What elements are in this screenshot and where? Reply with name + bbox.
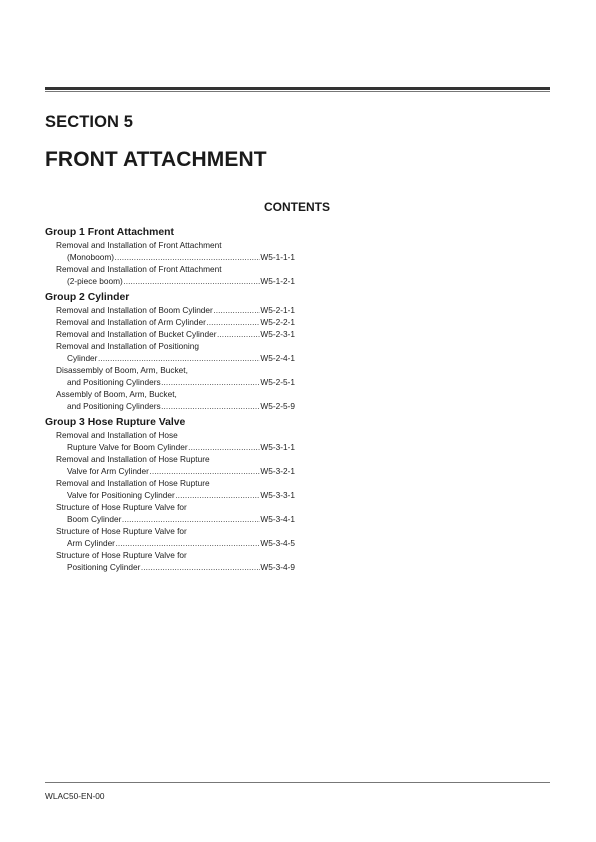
page-title: FRONT ATTACHMENT (45, 148, 267, 171)
toc-entry-text-continued: and Positioning Cylinders (67, 377, 161, 387)
toc-entry-text: Structure of Hose Rupture Valve for (56, 502, 187, 512)
toc-entry-text: Removal and Installation of Hose (56, 430, 178, 440)
toc-entry-text-continued: Rupture Valve for Boom Cylinder (67, 442, 188, 452)
toc-entry[interactable] (45, 304, 295, 316)
toc-entry-text: Structure of Hose Rupture Valve for (56, 550, 187, 560)
toc-entry-text-continued: and Positioning Cylinders (67, 401, 161, 411)
toc-entry[interactable] (45, 328, 295, 340)
toc-entry[interactable] (45, 501, 295, 525)
dot-leader (161, 376, 260, 388)
dot-leader (149, 465, 260, 477)
header-rule-thick (45, 87, 550, 90)
dot-leader (115, 251, 260, 263)
toc-entry[interactable] (45, 429, 295, 453)
toc-entry-text: Removal and Installation of Arm Cylinder (56, 317, 206, 327)
toc-entry-text-continued: Cylinder (67, 353, 98, 363)
toc-page-number: W5-2-4-1 (260, 353, 295, 363)
toc-entry[interactable] (45, 239, 295, 263)
toc-entry-text: Assembly of Boom, Arm, Bucket, (56, 389, 177, 399)
toc-entry[interactable] (45, 549, 295, 573)
document-code: WLAC50-EN-00 (45, 791, 105, 801)
toc-page-number: W5-2-5-1 (260, 377, 295, 387)
toc-page-number: W5-2-3-1 (260, 329, 295, 339)
toc-group (45, 291, 295, 412)
toc-entry-text: Removal and Installation of Bucket Cylinder (56, 329, 217, 339)
toc-entry-text: Removal and Installation of Boom Cylinder (56, 305, 213, 315)
dot-leader (213, 304, 260, 316)
toc-group-title: Group 1 Front Attachment (45, 227, 174, 238)
toc-entry-text: Removal and Installation of Hose Rupture (56, 454, 210, 464)
toc-page-number: W5-1-1-1 (260, 252, 295, 262)
toc-page-number: W5-2-2-1 (260, 317, 295, 327)
toc-entry-text-continued: Valve for Arm Cylinder (67, 466, 149, 476)
toc-group-title: Group 3 Hose Rupture Valve (45, 417, 186, 428)
toc-page-number: W5-2-5-9 (260, 401, 295, 411)
toc-entry-text: Disassembly of Boom, Arm, Bucket, (56, 365, 188, 375)
toc-page-number: W5-1-2-1 (260, 276, 295, 286)
toc-entry-text: Removal and Installation of Front Attachment (56, 240, 222, 250)
toc-page-number: W5-2-1-1 (260, 305, 295, 315)
toc-entry[interactable] (45, 477, 295, 501)
toc-page-number: W5-3-4-5 (260, 538, 295, 548)
header-rule-thin (45, 91, 550, 92)
toc-entry[interactable] (45, 388, 295, 412)
toc-entry[interactable] (45, 340, 295, 364)
toc-entry-text-continued: (Monoboom) (67, 252, 115, 262)
toc-page-number: W5-3-2-1 (260, 466, 295, 476)
section-label: SECTION 5 (45, 113, 134, 131)
dot-leader (161, 400, 260, 412)
toc-entry-text: Structure of Hose Rupture Valve for (56, 526, 187, 536)
toc-group (45, 226, 295, 287)
toc-entry-text-continued: Valve for Positioning Cylinder (67, 490, 175, 500)
toc-page-number: W5-3-1-1 (260, 442, 295, 452)
toc-entry-text-continued: (2-piece boom) (67, 276, 123, 286)
table-of-contents (45, 226, 295, 573)
toc-group (45, 416, 295, 573)
toc-entry-text-continued: Positioning Cylinder (67, 562, 141, 572)
toc-page-number: W5-3-4-9 (260, 562, 295, 572)
toc-page-number: W5-3-3-1 (260, 490, 295, 500)
toc-entry[interactable] (45, 263, 295, 287)
dot-leader (206, 316, 260, 328)
toc-entry-text: Removal and Installation of Positioning (56, 341, 199, 351)
toc-entry[interactable] (45, 316, 295, 328)
toc-entry[interactable] (45, 453, 295, 477)
contents-heading: CONTENTS (264, 200, 330, 214)
footer-rule (45, 782, 550, 783)
dot-leader (115, 537, 259, 549)
toc-entry-text-continued: Arm Cylinder (67, 538, 115, 548)
toc-page-number: W5-3-4-1 (260, 514, 295, 524)
toc-group-title: Group 2 Cylinder (45, 292, 130, 303)
toc-entry-text: Removal and Installation of Front Attachment (56, 264, 222, 274)
toc-entry-text-continued: Boom Cylinder (67, 514, 122, 524)
toc-entry[interactable] (45, 525, 295, 549)
dot-leader (217, 328, 260, 340)
dot-leader (141, 561, 260, 573)
dot-leader (188, 441, 260, 453)
dot-leader (98, 352, 260, 364)
toc-entry[interactable] (45, 364, 295, 388)
dot-leader (175, 489, 260, 501)
dot-leader (123, 275, 260, 287)
toc-entry-text: Removal and Installation of Hose Rupture (56, 478, 210, 488)
dot-leader (122, 513, 260, 525)
